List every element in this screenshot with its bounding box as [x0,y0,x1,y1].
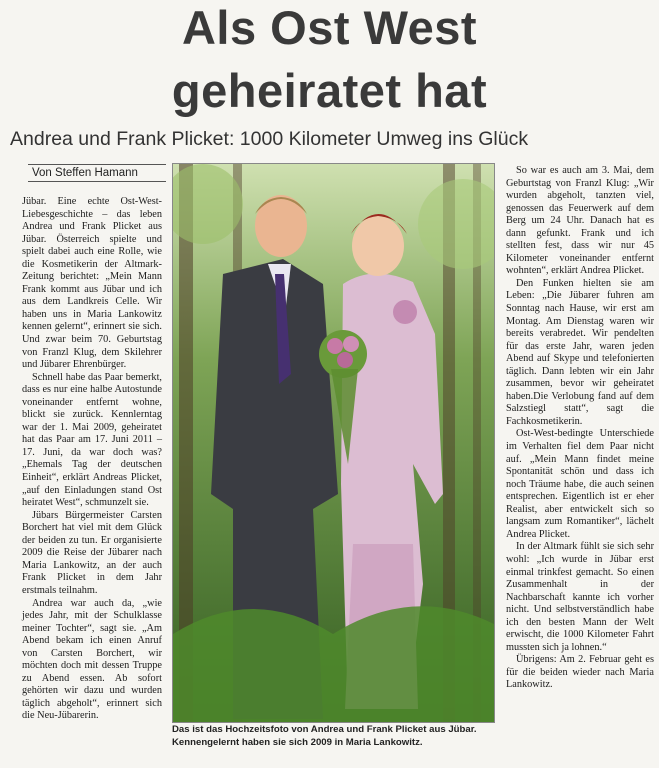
caption-line-2: Kennengelernt haben sie sich 2009 in Maria Lankowitz. [172,736,423,748]
article-column-left [22,196,162,723]
paragraph: So war es auch am 3. Mai, dem Geburtstag von Franzl Klug: „Wir wurden abgeholt, tanzten viel, genossen das Feuerwerk auf dem Berg um 24 Uhr. Danach hat es dann gefunkt. Frank und ich stellten fest, dass wir nur 45 Kilometer voneinander entfernt wohnten“, erklärt Andrea Plicket. [506,165,654,277]
paragraph: Übrigens: Am 2. Februar geht es für die beiden wieder nach Maria Lankowitz. [506,654,654,691]
paragraph: In der Altmark fühlt sie sich sehr wohl: „Ich wurde in Jübar erst einmal trinkfest gemacht. So einen Zusammenhalt in der Nachbarschaft kannte ich vorher nicht. Und selbstverständlich habe ich den besten Mann der Welt erwischt, die 1000 Kilometer Fahrt mussten sich ja lohnen.“ [506,541,654,653]
subheadline: Andrea und Frank Plicket: 1000 Kilometer Umweg ins Glück [10,128,529,150]
caption-line-1: Das ist das Hochzeitsfoto von Andrea und Frank Plicket aus Jübar. [172,724,477,735]
photo-caption [172,724,502,749]
article-column-right [506,165,654,692]
byline: Von Steffen Hamann [28,164,166,182]
paragraph: Den Funken hielten sie am Leben: „Die Jübarer fuhren am Sonntag nach Hause, wir erst am Montag. Am Dienstag waren wir bereits verabredet. Wir pendelten für das erste Jahr, waren jeden Abend auf Skype und telefonierten täglich. Dann lebten wir ein Jahr zusammen, bevor wir geheiratet haben.Die Verlobung fand auf dem Salzstiegl statt“, sagt die Fachkosmetikerin. [506,277,654,427]
headline [0,2,659,117]
headline-line-1: Als Ost West [181,1,478,54]
paragraph: Ost-West-bedingte Unterschiede im Verhalten fiel dem Paar nicht auf. „Mein Mann findet meine Spontanität schön und dass ich noch Träume habe, die auch seinen entsprechen. Eigentlich ist er eher Realist, aber entwickelt sich so langsam zum Romantiker“, lächelt Andrea Plicket. [506,428,654,540]
wedding-photo [172,163,495,723]
paragraph: Schnell habe das Paar bemerkt, dass es nur eine halbe Autostunde voneinander entfernt wohne, blickt sie zurück. Kennlerntag war der 1. Mai 2009, geheiratet hat das Paar am 17. Juni 2011 – 17. Juni, da war doch was? „Ehemals Tag der deutschen Einheit“, erklärt Andreas Plicket, „auf den Einladungen stand Ost heiratet West“, schmunzelt sie. [22,371,162,509]
headline-line-2: geheiratet hat [171,64,488,117]
paragraph: Andrea war auch da, „wie jedes Jahr, mit der Schulklasse meiner Tochter“, sagt sie. „Am Abend bekam ich einen Anruf von Carsten Borchert, wir möchten doch mit dessen Truppe zu Abend essen. Ab sofort gehörten wir dazu und wurden täglich abgeholt“, erinnert sich die Neu-Jübarerin. [22,597,162,722]
paragraph: Jübars Bürgermeister Carsten Borchert hat viel mit dem Glück der beiden zu tun. Er organisierte 2009 die Reise der Jübarer nach Maria Lankowitz, an der auch Frank Plicket in dem Jahr erstmals teilnahm. [22,509,162,596]
paragraph: Jübar. Eine echte Ost-West-Liebesgeschichte – das leben Andrea und Frank Plicket aus Jübar. Österreich spielte und spielt dabei auch eine Rolle, wie die Kosmetikerin der Altmark-Zeitung berichtet: „Mein Mann Frank kommt aus Jübar und ich aus dem Landkreis Celle. Wir haben uns in Maria Lankowitz kennen gelernt“, erinnert sie sich. Und zwar beim 70. Geburtstag von Franzl Klug, dem Skilehrer und Jübarer Ehrenbürger. [22,196,162,371]
